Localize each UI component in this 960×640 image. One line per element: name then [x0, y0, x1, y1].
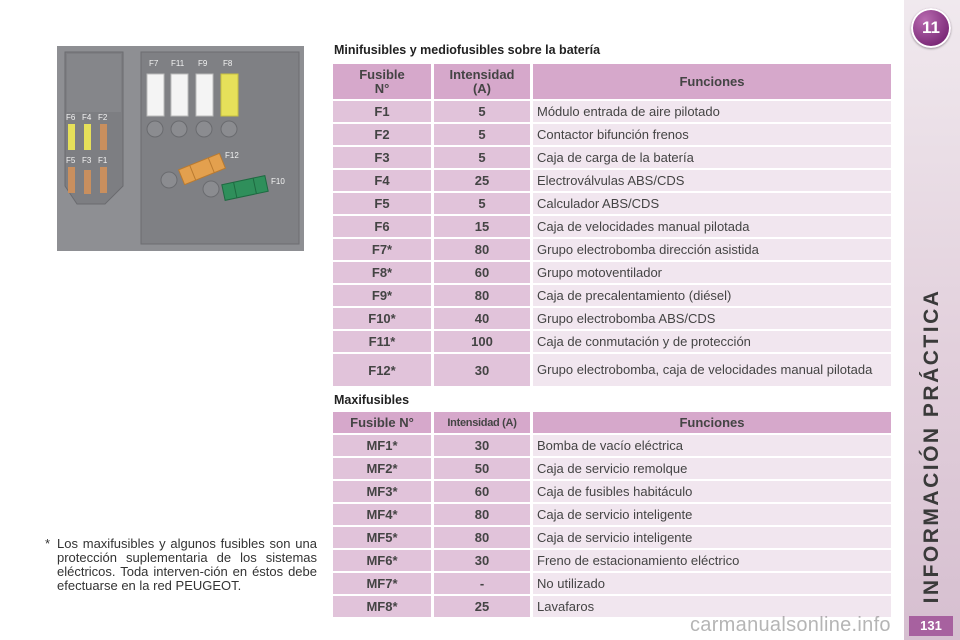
function-cell: Caja de servicio inteligente [533, 504, 891, 525]
bolt-4 [221, 121, 237, 137]
header-fuse-number-text: Fusible N° [359, 66, 405, 96]
bolt-1 [147, 121, 163, 137]
section-title: INFORMACIÓN PRÁCTICA [920, 288, 943, 604]
small-block-top-panel [67, 54, 121, 112]
fuse-f1 [100, 167, 107, 193]
table-row [333, 458, 891, 479]
table-row [333, 262, 891, 283]
label-f10: F10 [271, 177, 285, 186]
function-cell: Caja de carga de la batería [533, 147, 891, 168]
label-f6: F6 [66, 113, 76, 122]
table-row [333, 573, 891, 594]
label-f9: F9 [198, 59, 208, 68]
amperage-cell: 25 [434, 170, 533, 191]
fuse-f8 [221, 74, 238, 116]
table-row [333, 504, 891, 525]
label-f4: F4 [82, 113, 92, 122]
chapter-number-badge: 11 [911, 8, 951, 48]
table-row [333, 354, 891, 386]
table-header-row [333, 412, 891, 433]
fuse-f6 [68, 124, 75, 150]
footnote-text: Los maxifusibles y algunos fusibles son una protección suplementaria de los sistemas eléctricos. Toda interven-ción en éstos debe efectuarse en la red PEUGEOT. [57, 536, 317, 593]
amperage-cell: 80 [434, 504, 533, 525]
amperage-cell: 5 [434, 193, 533, 214]
fuse-box-drawing [57, 46, 304, 251]
fuse-number-cell: F12* [333, 354, 434, 386]
amperage-cell: 80 [434, 239, 533, 260]
fuse-number-cell: F4 [333, 170, 434, 191]
maxi-fuses-body [333, 435, 891, 617]
amperage-cell: 25 [434, 596, 533, 617]
amperage-cell: 30 [434, 435, 533, 456]
table-row [333, 527, 891, 548]
mini-fuses-table [333, 62, 891, 388]
fuse-number-cell: MF8* [333, 596, 434, 617]
fuse-f7 [147, 74, 164, 116]
label-f7: F7 [149, 59, 159, 68]
amperage-cell: 80 [434, 285, 533, 306]
table-row [333, 550, 891, 571]
table-row [333, 285, 891, 306]
function-cell: No utilizado [533, 573, 891, 594]
function-cell: Calculador ABS/CDS [533, 193, 891, 214]
table-row [333, 170, 891, 191]
midi-fuse-block [141, 52, 299, 244]
watermark: carmanualsonline.info [690, 614, 891, 636]
header-functions: Funciones [533, 412, 891, 433]
fuse-number-cell: F7* [333, 239, 434, 260]
function-cell: Grupo electrobomba dirección asistida [533, 239, 891, 260]
table-header-row [333, 64, 891, 99]
header-amperage [434, 64, 533, 99]
table-row [333, 147, 891, 168]
function-cell: Caja de servicio remolque [533, 458, 891, 479]
header-fuse-number: Fusible N° [333, 412, 434, 433]
amperage-cell: 5 [434, 147, 533, 168]
fuse-number-cell: F5 [333, 193, 434, 214]
page-number: 131 [909, 616, 953, 636]
amperage-cell: 80 [434, 527, 533, 548]
amperage-cell: 30 [434, 550, 533, 571]
fuse-number-cell: MF6* [333, 550, 434, 571]
header-amperage-text: Intensidad (A) [449, 66, 515, 96]
amperage-cell: 100 [434, 331, 533, 352]
function-cell: Caja de conmutación y de protección [533, 331, 891, 352]
table-row [333, 435, 891, 456]
amperage-cell: 5 [434, 124, 533, 145]
bolt-6 [203, 181, 219, 197]
amperage-cell: 30 [434, 354, 533, 386]
function-cell: Electroválvulas ABS/CDS [533, 170, 891, 191]
fuse-number-cell: F6 [333, 216, 434, 237]
function-cell: Freno de estacionamiento eléctrico [533, 550, 891, 571]
fuse-f5 [68, 167, 75, 193]
label-f5: F5 [66, 156, 76, 165]
footnote-marker: * [45, 536, 51, 551]
fuse-f11 [171, 74, 188, 116]
function-cell: Lavafaros [533, 596, 891, 617]
amperage-cell: - [434, 573, 533, 594]
fuse-f3 [84, 170, 91, 194]
fuse-number-cell: MF4* [333, 504, 434, 525]
fuse-number-cell: MF7* [333, 573, 434, 594]
label-f3: F3 [82, 156, 92, 165]
bolt-2 [171, 121, 187, 137]
amperage-cell: 60 [434, 262, 533, 283]
fuse-number-cell: F3 [333, 147, 434, 168]
function-cell: Bomba de vacío eléctrica [533, 435, 891, 456]
function-cell: Grupo electrobomba, caja de velocidades manual pilotada [533, 354, 891, 386]
fuse-number-cell: MF2* [333, 458, 434, 479]
function-cell: Caja de fusibles habitáculo [533, 481, 891, 502]
table-row [333, 124, 891, 145]
label-f11: F11 [171, 59, 185, 68]
footnote [45, 537, 317, 593]
table-row [333, 239, 891, 260]
fuse-number-cell: F9* [333, 285, 434, 306]
header-functions: Funciones [533, 64, 891, 99]
label-f12: F12 [225, 151, 239, 160]
fuse-number-cell: MF1* [333, 435, 434, 456]
mini-fuses-heading: Minifusibles y mediofusibles sobre la batería [334, 43, 601, 57]
fuse-number-cell: F2 [333, 124, 434, 145]
header-fuse-number [333, 64, 434, 99]
function-cell: Caja de servicio inteligente [533, 527, 891, 548]
fuse-number-cell: F1 [333, 101, 434, 122]
table-row [333, 331, 891, 352]
bolt-3 [196, 121, 212, 137]
bolt-5 [161, 172, 177, 188]
table-row [333, 101, 891, 122]
mini-fuses-body [333, 101, 891, 386]
label-f1: F1 [98, 156, 108, 165]
function-cell: Contactor bifunción frenos [533, 124, 891, 145]
amperage-cell: 40 [434, 308, 533, 329]
label-f2: F2 [98, 113, 108, 122]
fuse-f4 [84, 124, 91, 150]
function-cell: Caja de velocidades manual pilotada [533, 216, 891, 237]
amperage-cell: 60 [434, 481, 533, 502]
maxi-fuses-table [333, 410, 891, 619]
amperage-cell: 15 [434, 216, 533, 237]
table-row [333, 481, 891, 502]
fuse-number-cell: F11* [333, 331, 434, 352]
amperage-cell: 50 [434, 458, 533, 479]
table-row [333, 216, 891, 237]
maxi-fuses-heading: Maxifusibles [334, 393, 410, 407]
table-row [333, 193, 891, 214]
function-cell: Módulo entrada de aire pilotado [533, 101, 891, 122]
table-row [333, 308, 891, 329]
fuse-number-cell: F8* [333, 262, 434, 283]
amperage-cell: 5 [434, 101, 533, 122]
fuse-number-cell: MF5* [333, 527, 434, 548]
fuse-box-illustration [57, 46, 304, 251]
fuse-f9 [196, 74, 213, 116]
function-cell: Grupo electrobomba ABS/CDS [533, 308, 891, 329]
fuse-f2 [100, 124, 107, 150]
header-amperage: Intensidad (A) [434, 412, 533, 433]
fuse-number-cell: MF3* [333, 481, 434, 502]
function-cell: Caja de precalentamiento (diésel) [533, 285, 891, 306]
fuse-number-cell: F10* [333, 308, 434, 329]
function-cell: Grupo motoventilador [533, 262, 891, 283]
label-f8: F8 [223, 59, 233, 68]
